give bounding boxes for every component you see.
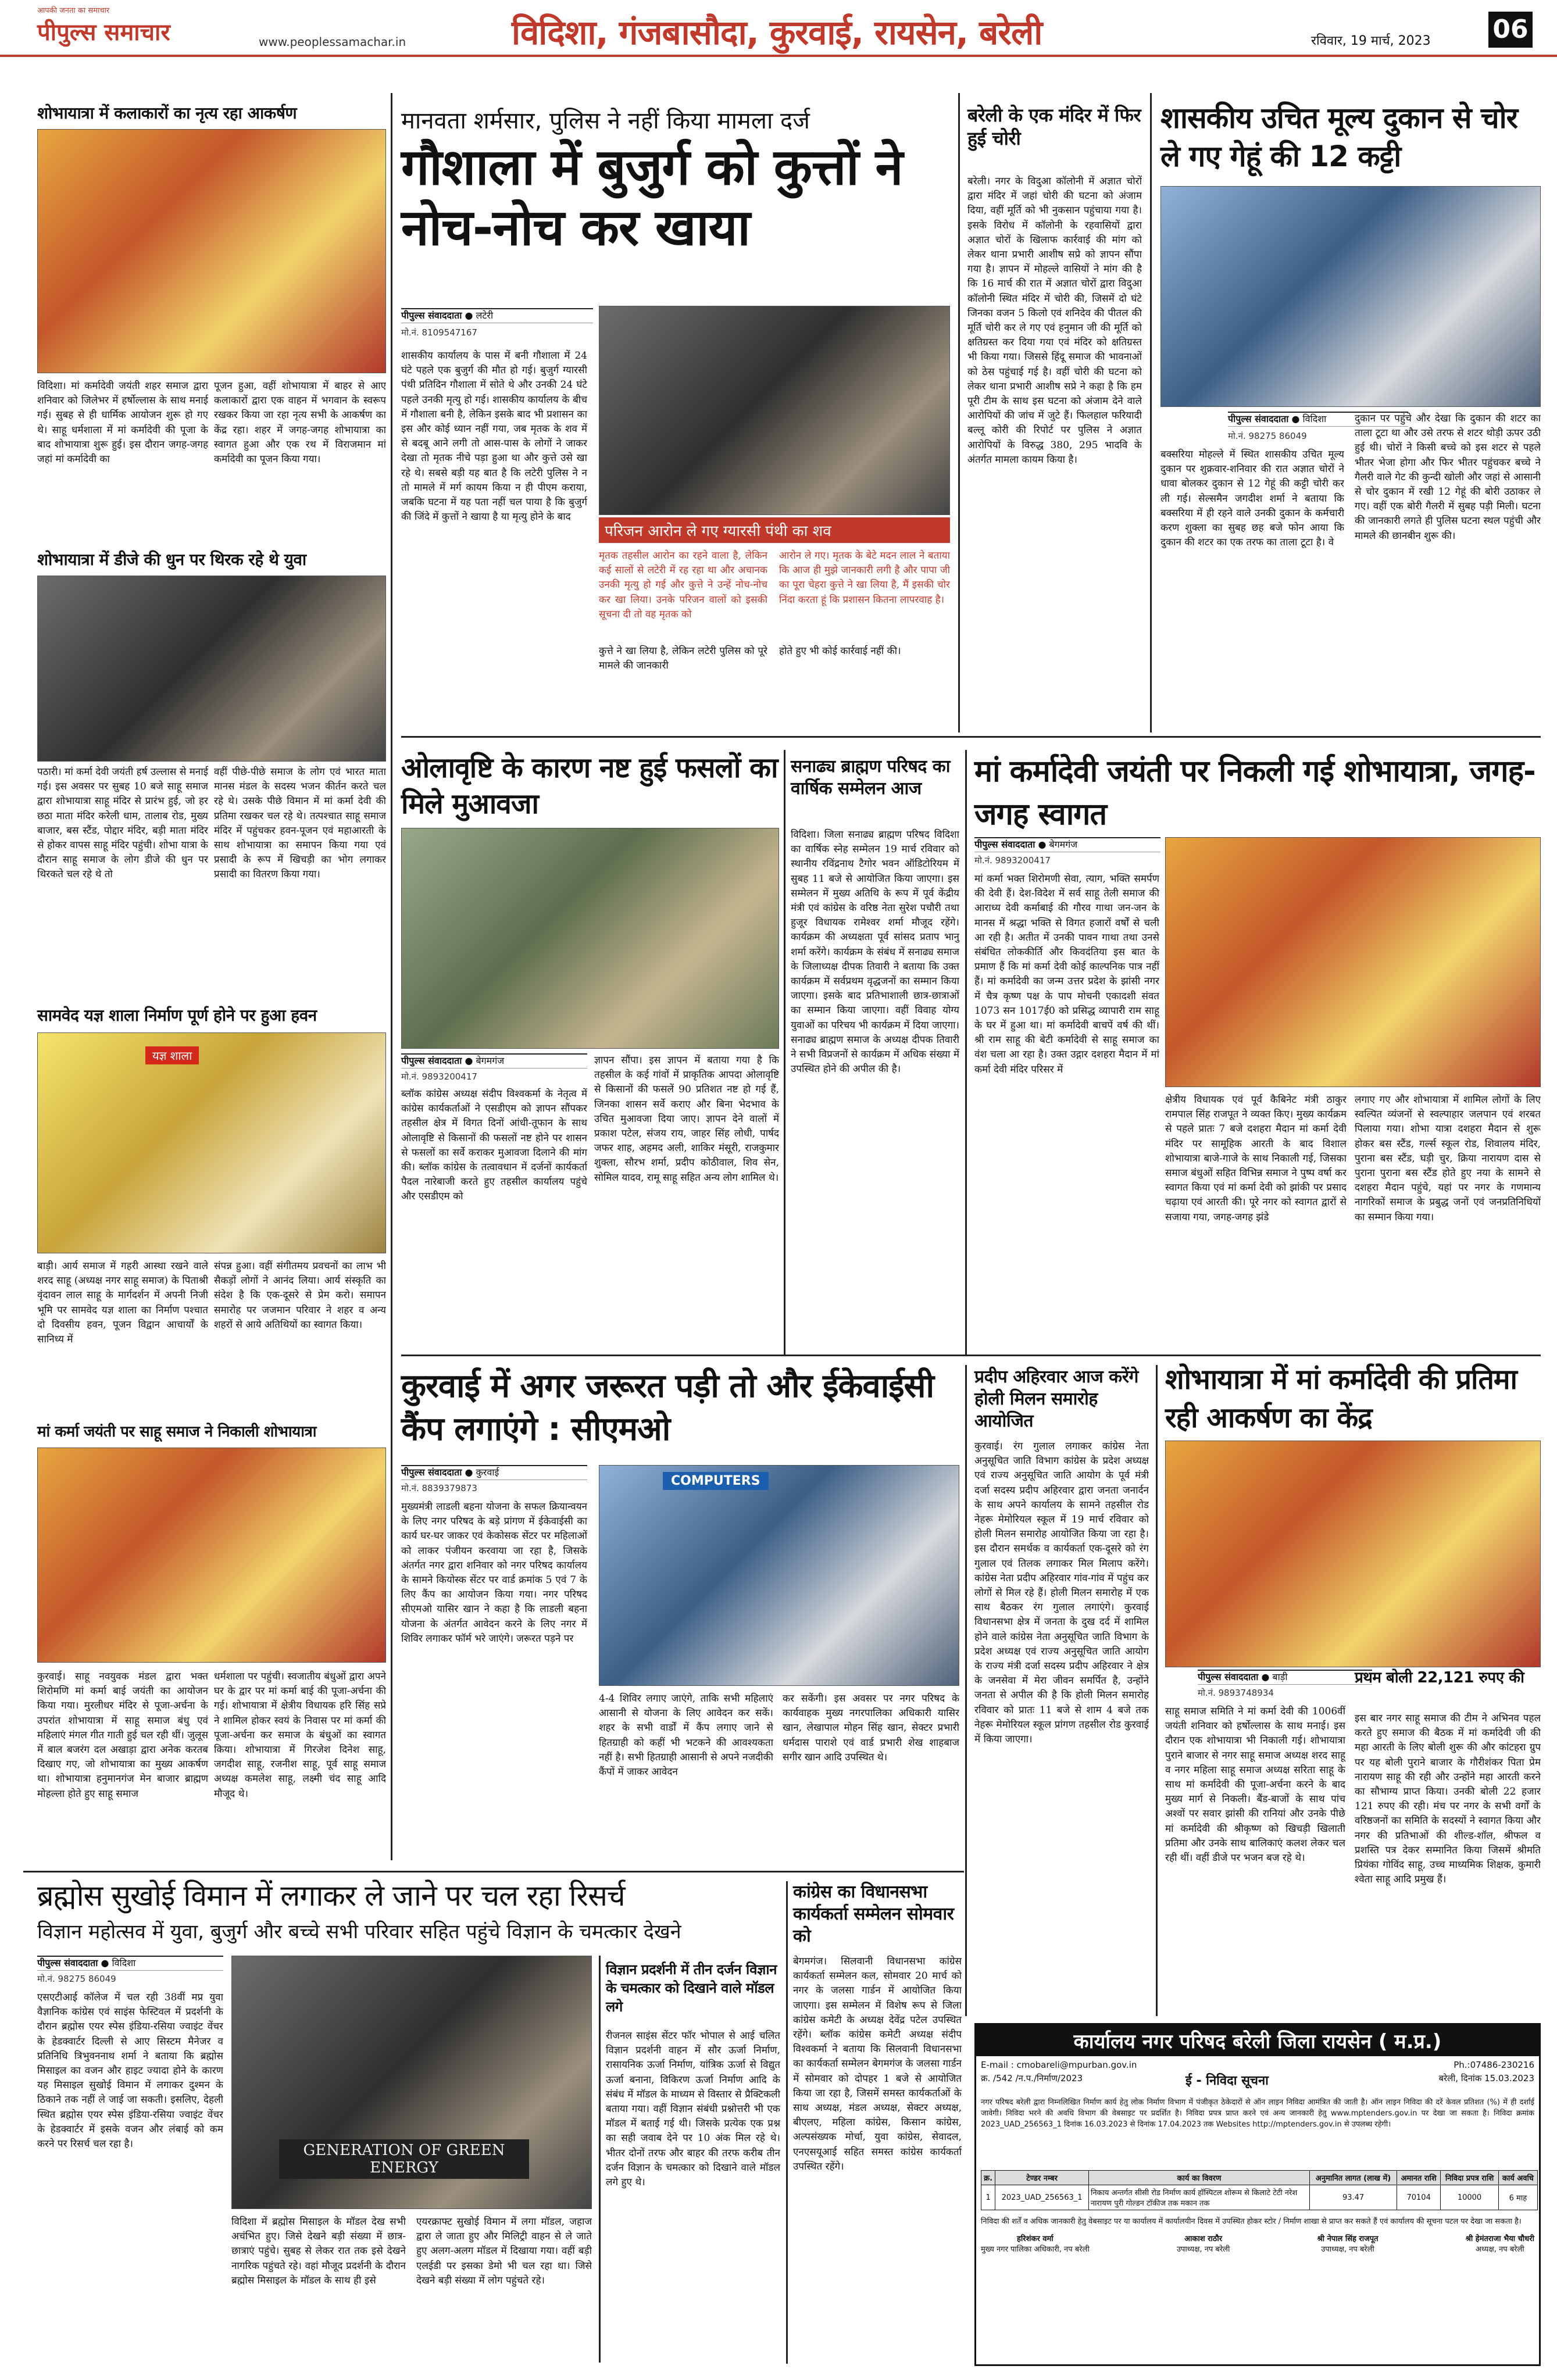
tender-cell: 70104	[1397, 2185, 1441, 2210]
region-banner: विदिशा, गंजबासौदा, कुरवाई, रायसेन, बरेली	[512, 13, 1042, 52]
photo-dog-victim	[599, 306, 950, 515]
s1-col1: विदिशा। मां कर्मादेवी जयंती शहर समाज द्वारा शनिवार को जिलेभर में हर्षोल्लास के साथ मनाई गई। सुबह से ही धार्मिक आयोजन शुरू हो गए थे। साहू धर्मशाला में मां कर्मादेवी की पूजा के बाद शोभायात्रा शुरू हुई। इस दौरान जगह-जगह जहां मां कर्मादेवी का	[37, 380, 208, 466]
byline-b1: पीपुल्स संवाददाता ● विदिशा	[37, 1956, 223, 1971]
tender-email[interactable]: E-mail : cmobareli@mpurban.gov.in	[981, 2060, 1137, 2070]
tender-notice	[974, 2023, 1541, 2366]
b1-col1: एसएटीआई कॉलेज में चल रही 38वीं मप्र युवा वैज्ञानिक कांग्रेस एवं साइंस फेस्टिवल में प्रदर्शनी के दौरान ब्रह्मोस एयर स्पेस इंडिया-रसिया ज्वाइंट वेंचर के हेडक्वार्टर दिल्ली से आए सिस्टम मैनेजर व प्रतिनिधि त्रिभुवननाथ शर्मा ने बताया कि ब्रह्मोस मिसाइल का वजन और हाइट ज्यादा होने के कारण यह मिसाइल सुखोई विमान में लगाकर दुश्मन के ठिकाने तक नहीं ले जाई जा सकती। इसलिए, देहली स्थित ब्रह्मोस एयर स्पेस इंडिया-रसिया ज्वाइंट वेंचर के हेडक्वार्टर में इसके वजन और लंबाई को कम करने पर रिसर्च चल रहा है।	[37, 1992, 223, 2150]
photo-ekyc-camp	[599, 1465, 959, 1686]
b2-col1: रीजनल साइंस सेंटर फॉर भोपाल से आई चलित विज्ञान प्रदर्शनी वाहन में सौर ऊर्जा निर्माण, रासायनिक ऊर्जा निर्माण, यांत्रिक ऊर्जा से विद्युत ऊर्जा बनाना, विकिरण ऊर्जा निर्माण आदि के संबंध में मॉडल के माध्यम से विस्तार से प्रैक्टिकली बताया गया। वहीं विज्ञान संबंधी प्रश्नोत्तरी भी एक मॉडल में बताई गई थी। जिसके प्रत्येक एक प्रश्न का सही जवाब देने पर 10 अंक मिल रहे थे। भीतर दोनों तरफ और बाहर की तरफ करीब तीन दर्जन विज्ञान के चमत्कार को दिखाने वाले मॉडल लगे हुए थे।	[606, 2030, 780, 2189]
headline-s2: शोभायात्रा में डीजे की धुन पर थिरक रहे थे युवा	[37, 550, 306, 569]
m1-col4: कुत्ते ने खा लिया है, लेकिन लटेरी पुलिस को पूरे मामले की जानकारी	[599, 645, 767, 672]
m1-col5: होते हुए भी कोई कार्रवाई नहीं की।	[779, 645, 901, 657]
r2-col1: बक्सरिया मोहल्ले में स्थित शासकीय उचित मूल्य दुकान पर शुक्रवार-शनिवार की रात अज्ञात चोरों ने धावा बोलकर दुकान से 12 गेहूं की कट्टी चोरी कर ली गई। सेल्समैन जगदीश शर्मा ने बताया कि बक्सरिया में ही रहने वाले उनकी दुकान के कर्मचारी करण शुक्ला का सुबह छह बजे फोन आया कि दुकान की शटर का एक तरफ का ताला टूटा है। वे	[1160, 449, 1344, 549]
headline-m3: सनाढ्य ब्राह्मण परिषद का वार्षिक सम्मेलन आज	[791, 756, 951, 799]
headline-r4-sub: प्रथम बोली 22,121 रुपए की	[1355, 1669, 1524, 1686]
tender-cell: 1	[981, 2185, 995, 2210]
photo-dj-procession	[37, 576, 386, 762]
photo-ration-shop	[1160, 186, 1541, 407]
subheadline-b1: विज्ञान महोत्सव में युवा, बुजुर्ग और बच्चे सभी परिवार सहित पहुंचे विज्ञान के चमत्कार देखने	[37, 1920, 681, 1943]
column-rule	[965, 1365, 967, 2016]
r1-col1: बरेली। नगर के विदुआ कॉलोनी में अज्ञात चोरों द्वारा मंदिर में जहां चोरी की घटना को अंजाम दिया, वहीं मूर्ति को भी नुकसान पहुंचाया गया है। इसके विरोध में कॉलोनी के रहवासियों द्वारा अज्ञात चोरों के खिलाफ कार्रवाई की मांग को लेकर थाना प्रभारी आशीष सप्रे को ज्ञापन सौंपा गया है। ज्ञापन में मोहल्ले वासियों ने मांग की है कि 16 मार्च की रात में अज्ञात चोरों द्वारा विदुआ कॉलोनी स्थित मंदिर में चोरी की, जिसमें दो घंटे जिनका वजन 5 किलो एवं शनिदेव की पीतल की मूर्ति चोरी कर ले गए एवं हनुमान जी की मूर्ति को क्षतिग्रस्त कर दिया गया एवं मंदिर को क्षतिग्रस्त भी किया गया। जिससे हिंदू समाज की भावनाओं को ठेस पहुंचाई गई है। वहीं चोरी की घटना को लेकर थाना प्रभारी आशीष सप्रे ने कहा है कि हम पूरी टीम के साथ इस घटना को अंजाम देने वाले आरोपियों की जांच में जुटे हैं। फिलहाल फरियादी बल्लू कोरी की रिपोर्ट पर पुलिस ने अज्ञात आरोपियों के विरुद्ध 380, 295 भादवि के अंतर्गत मामला कायम किया है।	[967, 176, 1142, 466]
mobile-m2: मो.नं. 9893200417	[401, 1071, 477, 1082]
website[interactable]: www.peoplessamachar.in	[259, 35, 406, 49]
column-rule	[1150, 93, 1152, 732]
headline-r1: बरेली के एक मंदिर में फिर हुई चोरी	[967, 104, 1141, 149]
headline-s3: सामवेद यज्ञ शाला निर्माण पूर्ण होने पर हुआ हवन	[37, 1006, 317, 1025]
b1-col3: एयरक्राफ्ट सुखोई विमान में लगा मॉडल, जहाज द्वारा ले जाता हुए और मिलिट्री वाहन से ले जाते हुए अलग-अलग मॉडल में दिखाया गया। वहीं बड़ी एलईडी पर इसका डेमो भी चल रहा था। जिसे देखने बड़ी संख्या में लोग पहुंचते रहे।	[416, 2216, 592, 2286]
byline-r3: पीपुल्स संवाददाता ● बेगमगंज	[974, 837, 1160, 852]
s2-col2: वहीं पीछे-पीछे समाज के लोग एवं भारत माता मानस मंडल के सदस्य भजन कीर्तन करते चल रहे थे। उसके पीछे विमान में मां कर्मा देवी की प्रतिमा रखकर चल रहे थे। तत्पश्चात साहू समाज मंदिर में पहुंचकर हवन-पूजन एवं महाआरती के साथ शोभायात्रा का समापन किया गया एवं प्रसादी के रूप में खिचड़ी का भोग लगाकर प्रसादी का वितरण किया गया।	[214, 766, 386, 881]
tender-cell: 6 माह	[1498, 2185, 1537, 2210]
headline-r4: शोभायात्रा में मां कर्मादेवी की प्रतिमा रही आकर्षण का केंद्र	[1165, 1363, 1517, 1434]
tender-phone: Ph.:07486-230216	[1454, 2060, 1534, 2070]
tender-signatory: श्री नेपाल सिंह राजपूत उपाध्यक्ष, नप बरेली	[1317, 2235, 1379, 2254]
tender-cell: निकाय अन्तर्गत सीसी रोड निर्माण कार्य हॉस्पिटल शोरूम से किलाटे टेटी नरेश नारायण पुरी गोल्डन टॉकीज तक मकान तक	[1088, 2185, 1309, 2210]
tender-header-cell: अनुमानित लागत (लाख में)	[1309, 2171, 1397, 2185]
mobile-r2: मो.नं. 98275 86049	[1228, 431, 1307, 441]
m4-col1: मुख्यमंत्री लाडली बहना योजना के सफल क्रियान्वयन के लिए नगर परिषद के बड़े प्रांगण में ईकेवाईसी का कार्य घर-घर जाकर एवं केकोसक सेंटर पर महिलाओं को लाकर पंजीयन करवाया जा रहा है, जिसके अंतर्गत नगर द्वारा शनिवार को नगर परिषद कार्यालय के सामने कियोस्क सेंटर पर वार्ड क्रमांक 5 एवं 7 के लिए कैंप का आयोजन किया गया। नगर परिषद सीएमओ यासिर खान ने कहा है कि लाडली बहना योजना के अंतर्गत आवेदन करने के लिए नगर में शिविर लगाकर फॉर्म भरे जाएंगे। जरूरत पड़ने पर	[401, 1501, 587, 1645]
headline-r3: मां कर्मादेवी जयंती पर निकली गई शोभायात्रा, जगह-जगह स्वागत	[974, 754, 1535, 832]
headline-s4: मां कर्मा जयंती पर साहू समाज ने निकाली शोभायात्रा	[37, 1423, 317, 1441]
tender-header-cell: कार्य का विवरण	[1088, 2171, 1309, 2185]
photo-kurwai-procession	[37, 1448, 386, 1663]
r3-col1: मां कर्मा भक्त शिरोमणी सेवा, त्याग, भक्ति समर्पण की देवी हैं। देश-विदेश में सर्व साहू तेली समाज की आराध्य देवी कर्माबाई की गौरव गाथा जन-जन के मानस में श्रद्धा भक्ति से विगत हजारों वर्षों से चली आ रही है। अतीत में उनकी पावन गाथा तथा उनसे संबंधित लोककीर्ति और किवदंतिया इस बात के प्रमाण हैं कि मां कर्मा देवी कोई काल्पनिक पात्र नहीं हैं। मां कर्मादेवी का जन्म उत्तर प्रदेश के झांसी नगर में चैत्र कृष्ण पक्ष के पाप मोचनी एकादशी संवत 1073 सन 1017ई0 को प्रसिद्ध व्यापारी राम साहू के घर में हुआ था। मां कर्मादेवी बाचपें वर्ष की थीं। श्री राम साहू की बेटी कर्मादेवी से साहू समाज का वंश चला आ रहा है। उक्त उद्गार दशहरा मैदान में मां कर्मा देवी मंदिर परिसर में	[974, 873, 1159, 1075]
tender-header-cell: निविदा प्रपत्र राशि	[1441, 2171, 1499, 2185]
photo-yagya-shala	[37, 1032, 386, 1253]
m1-col1: शासकीय कार्यालय के पास में बनी गौशाला में 24 घंटे पहले एक बुजुर्ग की मौत हो गई। बुजुर्ग ग्यारसी पंथी प्रतिदिन गौशाला में सोते थे और उनकी 24 घंटे पहले उनकी मृत्यु हो गई। शासकीय कार्यालय के बीच में गौशाला बनी है, लेकिन इसके बाद भी प्रशासन का इस और कोई ध्यान नहीं गया, जब मृतक के शव में से बदबू आने लगी तो आस-पास के लोगों ने जाकर देखा तो मृतक नीचे पड़ा हुआ था और कुत्ते उसे खा रहे थे। सबसे बड़ी यह बात है कि लटेरी पुलिस ने न तो मामले में मर्ग कायम किया न ही पीएम कराया, जबकि घटना में यह पता नहीं चल पाया है कि बुजुर्ग की जिंदे में कुत्तों ने खाया है या मृत्यु होने के बाद	[401, 350, 587, 523]
column-rule	[599, 1956, 601, 2363]
photo-memorandum	[401, 828, 779, 1049]
byline-m4: पीपुल्स संवाददाता ● कुरवाई	[401, 1465, 587, 1480]
byline-m1: पीपुल्स संवाददाता ● लटेरी	[401, 308, 593, 323]
logo: पीपुल्स समाचार	[37, 19, 170, 46]
m2-col2: ज्ञापन सौंपा। इस ज्ञापन में बताया गया है कि तहसील के कई गांवों में प्राकृतिक आपदा ओलावृष्टि से किसानों की फसलें 90 प्रतिशत नष्ट हो गई हैं, जिनका शासन सर्वे कराए और बिना भेदभाव के उचित मुआवजा दिया जाए। ज्ञापन देने वालों में प्रकाश पटेल, संजय राय, जाहर सिंह लोधी, पार्षद जफर शाह, अहमद अली, शाकिर मंसूरी, राजकुमार शुक्ला, सौरभ शर्मा, प्रदीप कोठीवाल, शिव सेन, सोमिल यादव, रामू साहू सहित अन्य लोग शामिल थे।	[594, 1055, 779, 1184]
m4-col3: कर सकेंगी। इस अवसर पर नगर परिषद के कार्यवाहक मुख्य नगरपालिका अधिकारी यासिर खान, लेखापाल मोहन सिंह खान, सेक्टर प्रभारी धर्मदास पाराशे एवं वार्ड प्रभारी शेख शाहबाज सगीर खान आदि उपस्थित थे।	[783, 1693, 959, 1763]
tender-signatory: आकाश राठौर उपाध्यक्ष, नप बरेली	[1176, 2235, 1230, 2254]
headline-r2: शासकीय उचित मूल्य दुकान से चोर ले गए गेहूं की 12 कट्टी	[1160, 101, 1518, 173]
r2-col2: दुकान पर पहुंचे और देखा कि दुकान की शटर का ताला टूटा था और उसे तरफ से शटर थोड़ी ऊपर उठी हुई थी। चोरों ने किसी बच्चे को इस शटर से पहले भीतर भेजा होगा और फिर भीतर पहुंचकर बच्चे ने गैलरी वाले गेट की कुन्दी खोली और जहां से आसानी से चोर दुकान में रखी 12 गेहूं की बोरी उठाकर ले गए। वहीं एक बोरी गैलरी में सुबह पड़ी मिली। घटना की जानकारी लगते ही पुलिस घटना स्थल पहुंची और मामले की छानबीन शुरू की।	[1355, 413, 1541, 542]
byline-r2: पीपुल्स संवाददाता ● विदिशा	[1228, 412, 1408, 427]
page-number: 06	[1488, 12, 1533, 48]
tender-title: कार्यालय नगर परिषद बरेली जिला रायसेन ( म.प्र.)	[976, 2025, 1539, 2056]
section-rule	[23, 1871, 964, 1872]
section-rule	[401, 1355, 1541, 1356]
section-rule	[401, 736, 1541, 738]
r3-col3: लगाए गए और शोभायात्रा में शामिल लोगों के लिए स्वल्पित व्यंजनों से स्वल्पाहार जलपान एवं शरबत पिलाया गया। शोभा यात्रा दशहरा मैदान से शुरू होकर बस स्टैंड, गर्ल्स स्कूल रोड, शिवालय मंदिर, पुराना बस स्टैंड, घड़ी चुर, क्रिया नारायण दास से पुराना पुराना बस स्टैंड होते हुए नया के सामने से दशहरा मैदान पहुंचे, यहां पर नगर के गणमान्य नागरिकों समाज के प्रबुद्ध जनों एवं जनप्रतिनिधियों का सम्मान किया गया।	[1355, 1094, 1541, 1223]
m3-col1: विदिशा। जिला सनाढ्य ब्राह्मण परिषद विदिशा का वार्षिक स्नेह सम्मेलन 19 मार्च रविवार को स्थानीय रविंद्रनाथ टैगोर भवन ऑडिटोरियम में सुबह 11 बजे से आयोजित किया जाएगा। इस सम्मेलन में मुख्य अतिथि के रूप में पूर्व केंद्रीय मंत्री एवं कांग्रेस के वरिष्ठ नेता सुरेश पचौरी तथा हुजूर विधायक रामेश्वर शर्मा मौजूद रहेंगे। कार्यक्रम की अध्यक्षता पूर्व सांसद प्रताप भानु शर्मा करेंगे। कार्यक्रम के संबंध में सनाढ्य समाज के जिलाध्यक्ष दीपक तिवारी ने बताया कि उक्त कार्यक्रम में सर्वप्रथम वृद्धजनों का सम्मान किया जाएगा। इसके बाद प्रतिभाशाली छात्र-छात्राओं का सम्मान किया जाएगा। वहीं विवाह योग्य युवाओं का परिचय भी कार्यक्रम में दिया जाएगा। सनाढ्य ब्राह्मण समाज के अध्यक्ष दीपक तिवारी ने सभी विप्रजनों से कार्यक्रम में अधिक संख्या में उपस्थित होने की अपील की है।	[791, 829, 959, 1075]
tender-notice-label: ई - निविदा सूचना	[1185, 2074, 1269, 2088]
green-energy-banner: GENERATION OF GREEN ENERGY	[279, 2139, 529, 2179]
byline-r4: पीपुल्स संवाददाता ● बाड़ी	[1198, 1670, 1372, 1685]
headline-b2: विज्ञान प्रदर्शनी में तीन दर्जन विज्ञान के चमत्कार को दिखाने वाले मॉडल लगे	[606, 1961, 777, 2015]
headline-m4: कुरवाई में अगर जरूरत पड़ी तो और ईकेवाईसी कैंप लगाएंगे : सीएमओ	[401, 1367, 934, 1448]
headline-b1: ब्रह्मोस सुखोई विमान में लगाकर ले जाने पर चल रहा रिसर्च	[37, 1879, 625, 1913]
column-rule	[958, 93, 960, 732]
photo-karmadevi-idol	[1165, 837, 1541, 1087]
mobile-r3: मो.नं. 9893200417	[974, 855, 1051, 866]
mobile-r4: मो.नं. 9893748934	[1198, 1688, 1274, 1698]
tender-date: बरेली, दिनांक 15.03.2023	[1438, 2073, 1534, 2084]
photo-dancers	[37, 129, 386, 373]
headline-m6: कांग्रेस का विधानसभा कार्यकर्ता सम्मेलन सोमवार को	[793, 1882, 954, 1946]
tender-header-cell: टेण्डर नम्बर	[995, 2171, 1089, 2185]
tender-header-cell: अमानत राशि	[1397, 2171, 1441, 2185]
column-rule	[965, 750, 967, 1355]
column-rule	[786, 1881, 788, 2364]
m5-col1: कुरवाई। रंग गुलाल लगाकर कांग्रेस नेता अनुसूचित जाति विभाग कांग्रेस के प्रदेश अध्यक्ष एवं राज्य अनुसूचित जाति आयोग के पूर्व मंत्री दर्जा सदस्य प्रदीप अहिरवार द्वारा जनता जनार्दन के साथ अपने कार्यालय के सामने तहसील रोड नेहरू मेमोरियल स्कूल में 19 मार्च रविवार को होली मिलन समारोह आयोजित किया जा रहा है। इस दौरान समर्थक व कार्यकर्ता एक-दूसरे को रंग गुलाल एवं तिलक लगाकर मिल मिलाप करेंगे। कांग्रेस नेता प्रदीप अहिरवार गांव-गांव में पहुंच कर लोगों से मिल रहे हैं। होली मिलन समारोह में एक साथ बैठकर रंग गुलाल लगाएंगे। कुरवाई विधानसभा क्षेत्र में जनता के दुख दर्द में शामिल होने वाले कांग्रेस नेता अनुसूचित जाति विभाग के प्रदेश अध्यक्ष एवं राज्य अनुसूचित जाति आयोग के राज्य मंत्री दर्जा सदस्य प्रदीप अहिरवार ने क्षेत्र के जनसेवा में मेरा जीवन समर्पित है, उन्होंने जनता से अपील की है कि होली मिलन समारोह रविवार को प्रातः 11 बजे से शाम 4 बजे तक नेहरू मेमोरियल स्कूल प्रांगण तहसील रोड कुरवाई में किया जाएगा।	[974, 1441, 1149, 1746]
m4-col2: 4-4 शिविर लगाए जाएंगे, ताकि सभी महिलाएं आसानी से योजना के लिए आवेदन कर सकें। शहर के सभी वार्डों में कैंप लगाए जाने से हितग्राही को कहीं भी भटकने की आवश्यकता नहीं है। सभी हितग्राही आसानी से अपने नजदीकी कैंपों में जाकर आवेदन	[599, 1693, 773, 1778]
kicker-m1: मानवता शर्मसार, पुलिस ने नहीं किया मामला दर्ज	[401, 108, 810, 134]
headline-m5: प्रदीप अहिरवार आज करेंगे होली मिलन समारोह आयोजित	[974, 1367, 1138, 1431]
s4-col1: कुरवाई। साहू नवयुवक मंडल द्वारा भक्त शिरोमणि मां कर्मा बाई जयंती का आयोजन किया गया। मुरलीधर मंदिर से पूजा-अर्चना के उपरांत शोभायात्रा में साहू समाज बंधु एवं महिलाएं मंगल गीत गाती हुई चल रही थीं। जुलूस में बाल बजरंग दल अखाड़ा द्वारा अनेक करतब दिखाए गए, जो शोभायात्रा का मुख्य आकर्षण था। शोभायात्रा हनुमानगंज मेन बाजार ब्राह्मण मोहल्ला होते हुए साहू समाज	[37, 1671, 208, 1800]
photo-idol-procession	[1165, 1441, 1541, 1667]
s2-col1: पठारी। मां कर्मा देवी जयंती हर्ष उल्लास से मनाई गई। इस अवसर पर सुबह 10 बजे साहू समाज द्वारा शोभायात्रा साहू मंदिर से प्रारंभ हुई, जो हर छठा माता मंदिर करेली धाम, तालाब रोड, मुख्य बाजार, बस स्टैंड, पोद्दार मंदिर, बड़ी माता मंदिर से होकर वापस साहू मंदिर पहुंची। शोभा यात्रा के दौरान साहू समाज के लोग डीजे की धुन पर थिरकते चल रहे थे तो	[37, 766, 208, 881]
r4-col1: साहू समाज समिति ने मां कर्मा देवी की 1006वीं जयंती शनिवार को हर्षोल्लास के साथ मनाई। इस दौरान एक शोभायात्रा भी निकाली गई। शोभायात्रा पुराने बाजार से नगर साहू समाज अध्यक्ष शरद साहू व नगर महिला साहू समाज अध्यक्ष सरिता साहू के साथ मां कर्मादेवी की पूजा-अर्चना करने के बाद मुख्य मार्ग से निकली। बैंड-बाजों के साथ पांच अश्वों पर सवार झांसी की रानियां और उनके पीछे मां कर्मादेवी की श्रीकृष्ण को खिचड़ी खिलाती प्रतिमा और उनके साथ बालिकाएं कलश लेकर चल रही थीं। वहीं डीजे पर भजन बज रहे थे।	[1165, 1706, 1345, 1864]
headline-m2: ओलावृष्टि के कारण नष्ट हुई फसलों का मिले मुआवजा	[401, 752, 778, 820]
m1-col3: आरोन ले गए। मृतक के बेटे मदन लाल ने बताया कि आज ही मुझे जानकारी लगी है और पापा जी का पूरा चेहरा कुत्ते ने खा लिया है, मैं इसकी चोर निंदा करता हूं कि प्रशासन कितना लापरवाह है।	[779, 550, 950, 606]
tender-header-cell: क्र.	[981, 2171, 995, 2185]
s1-col2: पूजन हुआ, वहीं शोभायात्रा में बाहर से आए कलाकारों द्वारा एक वाहन में भगवान के स्वरूप रखकर किया जा रहा नृत्य सभी के आकर्षण का केंद्र रहा। शहर में जगह-जगह शोभायात्रा का स्वागत हुआ और एक रथ में विराजमान मां कर्मादेवी का पूजन किया गया।	[214, 380, 386, 466]
s3-col2: संपन्न हुआ। वहीं संगीतमय प्रवचनों का लाभ भी सैकड़ों लोगों ने आनंद लिया। आर्य संस्कृति का संदेश है कि एक-दूसरे से प्रेम करो। समापन समारोह पर जजमान परिवार ने शहर व अन्य शहरों से आये अतिथियों का स्वागत किया।	[214, 1260, 386, 1331]
headline-m1: गौशाला में बुजुर्ग को कुत्तों ने नोच-नोच कर खाया	[401, 138, 903, 257]
tender-cell: 2023_UAD_256563_1	[995, 2185, 1089, 2210]
headline-s1: शोभायात्रा में कलाकारों का नृत्य रहा आकर्षण	[37, 103, 297, 123]
logo-tag: आपकी जनता का समाचार	[37, 6, 110, 15]
m1-col2: मृतक तहसील आरोन का रहने वाला है, लेकिन कई सालों से लटेरी में रह रहा था और अचानक उनकी मृत्यु हो गई और कुत्ते ने उन्हें नोच-नोच कर खा लिया। उनके परिजन वालों को इसकी सूचना दी तो वह मृतक को	[599, 550, 767, 620]
tender-cell: 10000	[1441, 2185, 1499, 2210]
column-rule	[1156, 1365, 1158, 2016]
mobile-m4: मो.नं. 8839379873	[401, 1483, 477, 1493]
tender-signatures	[976, 2229, 1539, 2257]
r3-col2: क्षेत्रीय विधायक एवं पूर्व कैबिनेट मंत्री ठाकुर रामपाल सिंह राजपूत ने व्यक्त किए। मुख्य कार्यक्रम से पहले प्रातः 7 बजे दशहरा मैदान मां कर्मा देवी मंदिर पर सामूहिक आरती के बाद विशाल शोभायात्रा बाजे-गाजे के साथ निकाली गई, जिसका समाज बंधुओं सहित विभिन्न समाज ने पुष्प वर्षा कर स्वागत किया एवं मां कर्मा देवी को झांकी पर प्रसाद चढ़ाया एवं आरती की। पूरे नगर को स्वागत द्वारों से सजाया गया, जगह-जगह झंडे	[1165, 1094, 1347, 1223]
tender-table	[981, 2170, 1538, 2210]
tender-signatory: श्री हेमंतराजा भैया चौधरी अध्यक्ष, नप बरेली	[1465, 2235, 1534, 2254]
tender-header-cell: कार्य अवधि	[1498, 2171, 1537, 2185]
tender-footer: निविदा की शर्तें व अधिक जानकारी हेतु वेबसाइट पर या कार्यालय में कार्यालयीन दिवस में उपस्थित होकर स्टोर / निर्माण शाखा से प्राप्त कर सकते हैं एवं कार्यालय की सूचना पटल पर देखा जा सकता है।	[981, 2217, 1522, 2226]
m6-col1: बेगमगंज। सिलवानी विधानसभा कांग्रेस कार्यकर्ता सम्मेलन कल, सोमवार 20 मार्च को नगर के जलसा गार्डन में आयोजित किया जाएगा। इस सम्मेलन में विशेष रूप से जिला कांग्रेस कमेटी के अध्यक्ष देवेंद्र पटेल उपस्थित रहेंगे। ब्लॉक कांग्रेस कमेटी अध्यक्ष संदीप विश्वकर्मा ने बताया कि सिलवानी विधानसभा का कार्यकर्ता सम्मेलन बेगमगंज के जलसा गार्डन में सोमवार को दोपहर 1 बजे से आयोजित किया जा रहा है, जिसमें समस्त कार्यकर्ताओं के साथ अध्यक्ष, मंडल अध्यक्ष, सेक्टर अध्यक्ष, बीएलए, महिला कांग्रेस, किसान कांग्रेस, अल्पसंख्यक मोर्चा, युवा कांग्रेस, सेवादल, एनएसयूआई सहित समस्त कांग्रेस कार्यकर्ता उपस्थित रहेंगे।	[793, 1956, 962, 2172]
photo-caption-m1: परिजन आरोन ले गए ग्यारसी पंथी का शव	[599, 517, 950, 543]
masthead	[0, 0, 1557, 57]
column-rule	[391, 93, 392, 1860]
r4-col3: इस बार नगर साहू समाज की टीम ने अभिनव पहल करते हुए समाज की बैठक में मां कर्मादेवी जी की महा आरती के लिए बोली शुरू की और कांटहरा ग्रुप पर यह बोली पुराने बाजार के गौरीशंकर पिता प्रेम नारायण साहू की रही और उन्होंने महा आरती करने का सौभाग्य प्राप्त किया। उनकी बोली 22 हजार 121 रुपए की रही। मंच पर नगर के सभी वर्गों के वरिष्ठजनों का समिति के सदस्यों ने स्वागत किया और नगर की प्रतिभाओं की शील्ड-शॉल, श्रीफल व प्रशस्ति पत्र देकर सम्मानित किया जिसमें श्रीमति प्रियंका गोविंद साहू, उच्च माध्यमिक शिक्षक, कुमारी श्वेता साहू आदि प्रमुख हैं।	[1355, 1713, 1541, 1886]
computers-shop-sign: COMPUTERS	[663, 1472, 769, 1490]
m2-col1: ब्लॉक कांग्रेस अध्यक्ष संदीप विश्वकर्मा के नेतृत्व में कांग्रेस कार्यकर्ताओं ने एसडीएम को ज्ञापन सौंपकर तहसील क्षेत्र में विगत दिनों आंधी-तूफान के साथ ओलावृष्टि से किसानों की फसलों नष्ट होने पर शासन से फसलों का सर्वे कराकर मुआवजा दिलाने की मांग की। ब्लॉक कांग्रेस के तत्वावधान में दर्जनों कार्यकर्ता पैदल नारेबाजी करते हुए तहसील कार्यालय पहुंचे और एसडीएम को	[401, 1088, 587, 1203]
yagya-shala-sign: यज्ञ शाला	[145, 1046, 199, 1064]
s3-col1: बाड़ी। आर्य समाज में गहरी आस्था रखने वाले शरद साहू (अध्यक्ष नगर साहू समाज) के पिताश्री वृंदावन लाल साहू के मार्गदर्शन में अपनी निजी भूमि पर सामवेद यज्ञ शाला का निर्माण पश्चात दो दिवसीय हवन, पूजन विद्वान आचार्यों के सानिध्य में	[37, 1260, 208, 1346]
mobile-m1: मो.नं. 8109547167	[401, 327, 477, 338]
byline-m2: पीपुल्स संवाददाता ● बेगमगंज	[401, 1053, 587, 1069]
s4-col2: धर्मशाला पर पहुंची। स्वजातीय बंधुओं द्वारा अपने घर के द्वार पर मां कर्मा बाई की पूजा-अर्चना की गई। शोभायात्रा में क्षेत्रीय विधायक हरि सिंह सप्रे ने शामिल होकर स्वयं के निवास पर मां कर्मा की पूजा-अर्चना कर समाज के बंधुओं का स्वागत किया। शोभायात्रा में गिरजेश दिनेश साहू, जगदीश साहू, रजनीश साहू, पूर्व साहू समाज अध्यक्ष कमलेश साहू, लक्ष्मी चंद साहू आदि मौजूद थे।	[214, 1671, 386, 1800]
tender-signatory: हरिशंकर वर्मा मुख्य नगर पालिका अधिकारी, नप बरेली	[981, 2235, 1090, 2254]
b1-col2: विदिशा में ब्रह्मोस मिसाइल के मॉडल देख सभी अचंभित हुए। जिसे देखने बड़ी संख्या में छात्र-छात्राएं पहुंचे। सुबह से लेकर रात तक इसे देखने नागरिक पहुंचते रहे। वहां मौजूद प्रदर्शनी के दौरान ब्रह्मोस मिसाइल के मॉडल के साथ ही इसे	[231, 2216, 406, 2286]
mobile-b1: मो.नं. 98275 86049	[37, 1974, 116, 1984]
tender-body: नगर परिषद बरेली द्वारा निम्नलिखित निर्माण कार्य हेतु लोक निर्माण विभाग में पंजीकृत ठेकेदारों से ऑन लाइन निविदा आमंत्रित की जाती है। ऑन लाइन निविदा की दरें केवल प्रतिशत (%) में ही दर्शाई जावेगी। निविदा भरने की अवधि विभाग की वेबसाइट पर प्रदर्शित है। निविदा प्रपत्र प्राप्त करने एवं अन्य जानकारी हेतु www.mptenders.gov.in पर देखा जा सकता है। निविदा क्रमांक 2023_UAD_256563_1 दिनांक 16.03.2023 से दिनांक 17.04.2023 तक Websites http://mptenders.gov.in से उपलब्ध रहेगी।	[981, 2098, 1534, 2129]
tender-cell: 93.47	[1309, 2185, 1397, 2210]
page-date: रविवार, 19 मार्च, 2023	[1311, 34, 1431, 48]
column-rule	[784, 750, 785, 1355]
tender-ref: क्र. /542 /न.प./निर्माण/2023	[981, 2073, 1083, 2084]
